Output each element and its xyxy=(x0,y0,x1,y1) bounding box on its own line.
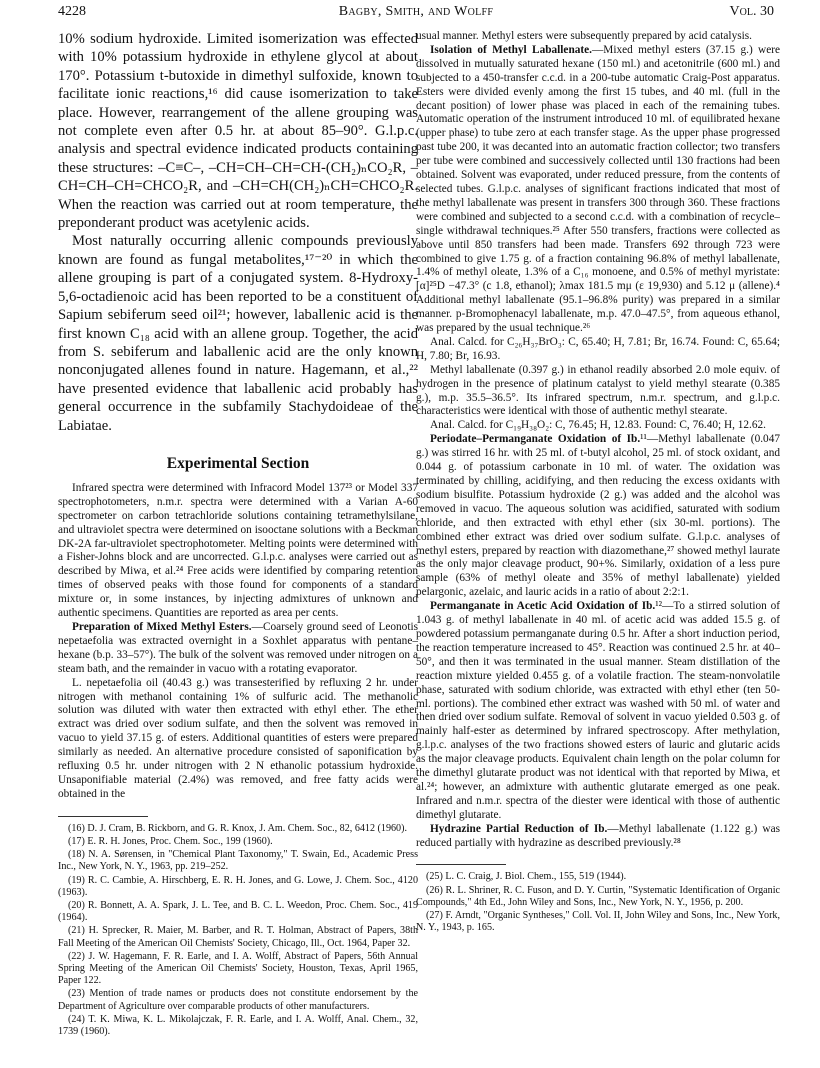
page-number: 4228 xyxy=(58,4,86,19)
section-title: Experimental Section xyxy=(166,454,310,472)
experimental-paragraph: L. nepetaefolia oil (40.43 g.) was transesterified by refluxing 2 hr. under nitrogen with methanol containing 1% of sulfuric acid. The methanolic solution was diluted with water then extracted with ethyl ether. The ether extract was dried over sodium sulfate, and then the solvent was removed in vacuo to yield 37.15 g. of esters. Additional quantities of esters were prepared similarly as needed. An alternative procedure consisted of saponification by refluxing 0.5 hr. under nitrogen with 2 N ethanolic potassium hydroxide. Unsaponifiable material (2.4%) was removed, and free fatty acids were obtained in the xyxy=(58,676,418,800)
reference-item: (26) R. L. Shriner, R. C. Fuson, and D. Y. Curtin, "Systematic Identification of Organic Compounds," 4th Ed., John Wiley and Sons, Inc., New York, N. Y., 1956, p. 200. xyxy=(416,884,780,908)
run-in-heading: Permanganate in Acetic Acid Oxidation of Ib. xyxy=(430,600,656,613)
experimental-paragraph xyxy=(416,44,780,336)
run-in-heading: Periodate–Permanganate Oxidation of Ib. xyxy=(430,433,641,446)
reference-item: (18) N. A. Sørensen, in "Chemical Plant Taxonomy," T. Swain, Ed., Academic Press Inc., New York, N. Y., 1963, pp. 219–252. xyxy=(58,849,418,873)
running-authors: Bagby, Smith, and Wolff xyxy=(338,4,494,19)
experimental-paragraph xyxy=(416,600,780,823)
body-paragraph: 10% sodium hydroxide. Limited isomerization was effected with 10% potassium hydroxide in ethylene glycol at about 170°. Potassium t-butoxide in dimethyl sulfoxide, known to facilitate ionic reactions,¹⁶ did cause isomerization to take place. However, rearrangement of the allene grouping was not complete even after 0.5 hr. at about 85–90°. G.l.p.c. analysis and spectral evidence indicated products containing these structures: –C≡C–, –CH=CH–CH=CH-(CH₂)ₙCO₂R, –CH=CH–CH=CHCO₂R, and –CH=CH(CH₂)ₙCH=CHCO₂R. When the reaction was carried out at room temperature, the preponderant product was acetylenic acids. xyxy=(58,31,418,232)
run-in-heading: Preparation of Mixed Methyl Esters. xyxy=(72,621,252,633)
analysis-line: Anal. Calcd. for C₁₉H₃₈O₂: C, 76.45; H, 12.83. Found: C, 76.40; H, 12.62. xyxy=(430,419,766,432)
analysis-line: Anal. Calcd. for C₂₆H₃₇BrO₃: C, 65.40; H, 7.81; Br, 16.74. Found: C, 65.64; H, 7.80; Br, 16.93. xyxy=(416,335,780,362)
reference-item: (24) T. K. Miwa, K. L. Mikolajczak, F. R. Earle, and I. A. Wolff, Anal. Chem., 32, 1739 (1960). xyxy=(58,1013,418,1038)
reference-item: (27) F. Arndt, "Organic Syntheses," Coll. Vol. II, John Wiley and Sons, Inc., New York, N. Y., 1943, p. 165. xyxy=(416,910,780,934)
experimental-paragraph xyxy=(416,823,780,851)
footnote-divider xyxy=(58,816,148,817)
paragraph-text: —Methyl laballenate (1.122 g.) was reduced partially with hydrazine as described previously.²⁸ xyxy=(416,822,780,849)
reference-item: (23) Mention of trade names or products does not constitute endorsement by the Department of Agriculture over comparable products of other manufacturers. xyxy=(58,988,418,1012)
experimental-paragraph: Infrared spectra were determined with Infracord Model 137²³ or Model 337 spectrophotometers, n.m.r. spectra were determined with a Varian A-60 spectrometer on carbon tetrachloride solutions containing tetramethylsilane, and ultraviolet spectra were determined on isooctane solutions with a Beckman DK-2A far-ultraviolet spectrophotometer. Melting points were determined with a Fisher-Johns block and are uncorrected. G.l.p.c. analyses were carried out as described by Miwa, et al.²⁴ Free acids were identified by comparing retention times of observed peaks with those found for components of a standard mixture or, in some instances, by injecting admixtures of unknown and authentic specimens. Quantities are reported as area per cents. xyxy=(58,481,418,620)
right-column xyxy=(416,30,780,1060)
reference-item: (25) L. C. Craig, J. Biol. Chem., 155, 519 (1944). xyxy=(426,871,627,883)
footnote-divider xyxy=(416,864,506,865)
reference-item: (17) E. R. H. Jones, Proc. Chem. Soc., 199 (1960). xyxy=(68,835,273,847)
paragraph-text: ¹²—To a stirred solution of 1.043 g. of methyl laballenate in 40 ml. of acetic acid was added 15.5 g. of powdered potassium permanganate during 0.5 hr. After a short induction period, the reaction temperature increased to 45°. Reaction was continued 2.5 hr. at 40–50°, and then it was terminated in the usual manner. Steam distillation of the reaction mixture yielded 0.455 g. of a volatile fraction. The steam-nonvolatile phase, saturated with sodium chloride, was extracted with ethyl ether (ten 50-ml. portions). The combined ether extract was washed with 50 ml. of water and then dried over sodium sulfate. Removal of solvent in vacuo yielded 0.503 g. of mainly half-ester as determined by infrared spectroscopy. After methylation, g.l.p.c. analyses of the two fractions showed esters of lauric and glutaric acids as the major cleavage products. Equivalent chain length on the polar column for the dimethyl glutarate product was not identical with that reported by Miwa, et al.²⁴; however, an admixture with authentic glutarate emerged as one peak. Infrared and n.m.r. spectra of the diester were identical with those of authentic dimethyl glutarate. xyxy=(416,600,780,821)
body-paragraph: Most naturally occurring allenic compounds previously known are found as fungal metabolites,¹⁷⁻²⁰ in which the allene grouping is part of a conjugated system. 8-Hydroxy-5,6-octadienoic acid has been reported to be a constituent of Sapium sebiferum seed oil²¹; however, laballenic acid is the first known C₁₈ acid with an allene group. Together, the acid from S. sebiferum and laballenic acid are the only known nonconjugated allenes found in nature. Hagemann, et al.,²² have presented evidence that laballenic acid probably has general occurrence in the subfamily Stachydoideae of the Labiatae. xyxy=(58,233,418,434)
reference-list xyxy=(58,823,418,1038)
paragraph-text: ¹¹—Methyl laballenate (0.047 g.) was stirred 16 hr. with 25 ml. of t-butyl alcohol, 25 ml. of stock oxidant, and 0.044 g. of potassium carbonate in 10 ml. of water. The oxidation was terminated by chilling, acidifying, and then reducing the excess oxidants with sodium bisulfite. Potassium hydroxide (2 g.) was added and the alcohol was removed in vacuo. The aqueous solution was acidified, saturated with sodium chloride, and then extracted with ethyl ether (six 30-ml. portions). The combined ether extract was dried over sodium sulfate. G.l.p.c. analyses of methyl esters, prepared by reaction with diazomethane,²⁷ showed methyl laurate as the only major cleavage product, 90+%. Similarly, oxidation of a less pure sample (63% of methyl oleate and 35% of methyl laballenate) yielded pelargonic, azelaic, and lauric acids in a ratio of about 2:2:1. xyxy=(416,433,780,599)
experimental-paragraph: Methyl laballenate (0.397 g.) in ethanol readily absorbed 2.0 mole equiv. of hydrogen in the presence of platinum catalyst to yield methyl stearate (0.385 g.), m.p. 35.5–36.5°. Its infrared spectrum, n.m.r. spectrum, and g.l.p.c. characteristics were identical with those of authentic methyl stearate. xyxy=(416,363,780,418)
reference-list xyxy=(416,871,780,934)
reference-item: (16) D. J. Cram, B. Rickborn, and G. R. Knox, J. Am. Chem. Soc., 82, 6412 (1960). xyxy=(68,822,407,834)
paragraph-text: —Coarsely ground seed of Leonotis nepetaefolia was extracted overnight in a Soxhlet apparatus with pentane–hexane (b.p. 33–57°). The bulk of the solvent was removed under nitrogen on a steam bath, and the remainder in vacuo with a rotating evaporator. xyxy=(58,621,418,675)
paragraph-text: —Mixed methyl esters (37.15 g.) were dissolved in mutually saturated hexane (150 ml.) and acetonitrile (600 ml.) and subjected to a 450-transfer c.c.d. in a 200-tube automatic Craig-Post apparatus. Esters were divided evenly among the first 15 tubes, and 40 ml. (full in the decant position) of lower phase was placed in each of the remaining tubes. Automatic operation of the instrument introduced 10 ml. of equilibrated hexane (upper phase) to tube zero at each transfer stage. As the upper phase progressed past tube 200, it was decanted into an automatic fraction collector; two transfers per tube were combined and successively collected until 130 fractions had been obtained. Solvent was evaporated, under reduced pressure, from the contents of selected tubes. G.l.p.c. analyses of significant fractions indicated that most of the methyl laballenate was present in transfers 300 through 360. These fractions were combined and subjected to a second c.c.d. with a combination of recycle–single withdrawal techniques.²⁵ After 550 transfers, fractions were collected as above until 850 transfers had been made. Transfers 692 through 723 were combined to give 1.75 g. of a fraction containing 96.8% of methyl laballenate, 1.4% of methyl oleate, 1.3% of a C₁₆ monoene, and 0.5% of methyl myristate: [α]²⁵D −47.3° (c 1.8, ethanol); λmax 181.5 mμ (ε 19,930) and 5.12 μ (allene).⁴ Additional methyl laballenate (95.1–96.8% purity) was prepared in a similar manner. p-Bromophenacyl laballenate, m.p. 47.0–47.5°, from aqueous ethanol, was prepared by the usual technique.²⁶ xyxy=(416,43,780,335)
running-header xyxy=(58,4,774,26)
run-in-heading: Hydrazine Partial Reduction of Ib. xyxy=(430,822,608,835)
volume-label: Vol. 30 xyxy=(729,4,774,19)
left-column xyxy=(58,30,418,1060)
reference-item: (19) R. C. Cambie, A. Hirschberg, E. R. H. Jones, and G. Lowe, J. Chem. Soc., 4120 (1963). xyxy=(58,874,418,898)
experimental-paragraph xyxy=(58,621,418,677)
reference-item: (21) H. Sprecker, R. Maier, M. Barber, and R. T. Holman, Abstract of Papers, 38th Fall Meeting of the American Oil Chemists' Society, Chicago, Ill., Oct. 1964, Paper 32. xyxy=(58,925,418,949)
experimental-paragraph: usual manner. Methyl esters were subsequently prepared by acid catalysis. xyxy=(416,30,752,42)
reference-item: (20) R. Bonnett, A. A. Spark, J. L. Tee, and B. C. L. Weedon, Proc. Chem. Soc., 419 (1964). xyxy=(58,900,418,924)
experimental-paragraph xyxy=(416,433,780,600)
reference-item: (22) J. W. Hagemann, F. R. Earle, and I. A. Wolff, Abstract of Papers, 56th Annual Spring Meeting of the American Oil Chemists' Society, Houston, Texas, April 1965, Paper 122. xyxy=(58,950,418,987)
run-in-heading: Isolation of Methyl Laballenate. xyxy=(430,43,592,56)
